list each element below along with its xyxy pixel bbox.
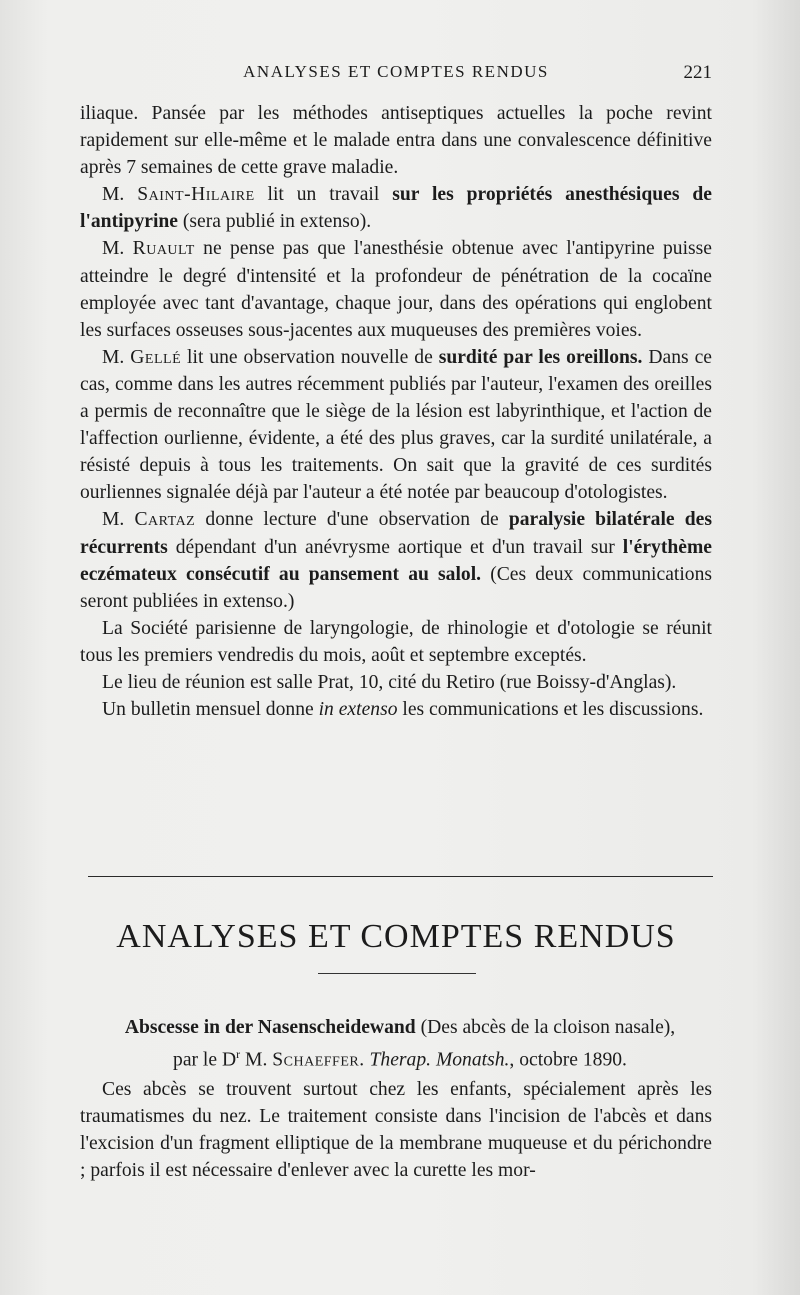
byline-superscript: r <box>236 1047 241 1061</box>
paragraph-text: Dans ce cas, comme dans les autres récemment publiés par l'auteur, l'examen des oreilles a permis de reconnaître que le siège de la lésion est labyrinthique, et l'action de l'affection ourlienne, évidente, a été des plus graves, car la surdité unilatérale, a résisté depuis à tous les traitements. On sait que la gravité de ces surdités ourliennes signalée déjà par l'auteur a été notée par beaucoup d'otologistes. <box>80 346 712 504</box>
page-header <box>80 62 712 86</box>
speaker-name: Gellé <box>130 346 182 368</box>
bold-topic: surdité par les oreillons. <box>438 346 643 368</box>
article-date: , octobre 1890. <box>509 1049 627 1071</box>
article-title-german: Abscesse in der Nasenscheidewand <box>124 1017 416 1038</box>
speaker-name: Saint-Hilaire <box>137 184 255 206</box>
title-underline <box>318 973 476 974</box>
speaker-prefix: M. <box>102 184 138 206</box>
speaker-name: Ruault <box>132 238 195 260</box>
section-title: ANALYSES ET COMPTES RENDUS <box>116 918 676 955</box>
paragraph-text: les communications et les discussions. <box>397 699 704 721</box>
paragraph-text: Un bulletin mensuel donne <box>102 699 319 721</box>
paragraph-bulletin <box>80 696 712 723</box>
paragraph-text: lit un travail <box>254 184 393 206</box>
paragraph-text: dépendant d'un anévrysme aortique et d'un travail sur <box>167 536 623 558</box>
paragraph-text: (sera publié in extenso). <box>177 211 372 233</box>
paragraph-text: lit une observation nouvelle de <box>181 346 439 368</box>
bold-topic: sur les propriétés anesthésiques de l'antipyrine <box>80 184 712 233</box>
paragraph-continuation: iliaque. Pansée par les méthodes antiseptiques actuelles la poche revint rapidement sur elle-même et le malade entra dans une convalescence définitive après 7 semaines de cette grave maladie. <box>80 103 712 179</box>
paragraph-saint-hilaire <box>80 181 712 235</box>
article-title <box>80 1014 720 1041</box>
running-title: ANALYSES ET COMPTES RENDUS <box>243 62 549 81</box>
bold-topic: l'érythème eczémateux consécutif au pansement au salol. <box>80 536 712 585</box>
paragraph-text: donne lecture d'une observation de <box>195 509 509 531</box>
bold-topic: paralysie bilatérale des récurrents <box>80 509 712 558</box>
speaker-prefix: M. <box>102 509 135 531</box>
italic-text: in extenso <box>318 699 398 721</box>
article-byline <box>80 1041 720 1074</box>
paragraph-ruault <box>80 235 712 343</box>
speaker-prefix: M. <box>102 346 131 368</box>
paragraph-societe: La Société parisienne de laryngologie, de rhinologie et d'otologie se réunit tous les premiers vendredis du mois, août et septembre exceptés. <box>80 617 712 666</box>
article-title-french: (Des abcès de la cloison nasale), <box>415 1017 676 1038</box>
article-abstract <box>80 1076 712 1184</box>
abstract-paragraph: Ces abcès se trouvent surtout chez les enfants, spécialement après les traumatismes du nez. Le traitement consiste dans l'incision de l'abcès et dans l'excision d'un fragment elliptique de la membrane muqueuse et du périchondre ; parfois il est nécessaire d'enlever avec la curette les mor- <box>80 1079 712 1182</box>
paragraph-cartaz <box>80 506 712 614</box>
paragraph-gelle <box>80 344 712 507</box>
speaker-name: Cartaz <box>134 509 196 531</box>
paragraph-text: ne pense pas que l'anesthésie obtenue avec l'antipyrine puisse atteindre le degré d'intensité et la profondeur de pénétration de la cocaïne employée avec tant d'avantage, chaque jour, dans des opérations qui englobent les surfaces osseuses sous-jacentes aux muqueuses des premières voies. <box>80 238 712 341</box>
speaker-prefix: M. <box>102 238 133 260</box>
paragraph-lieu: Le lieu de réunion est salle Prat, 10, cité du Retiro (rue Boissy-d'Anglas). <box>102 671 677 693</box>
paragraph-text: (Ces deux communications seront publiées in extenso.) <box>80 563 712 612</box>
article-heading <box>80 1014 720 1074</box>
article-author: Schaeffer. <box>272 1049 365 1071</box>
byline-text: par le D <box>173 1049 237 1071</box>
article-journal: Therap. Monatsh. <box>369 1049 510 1071</box>
body-text <box>80 100 712 723</box>
section-divider <box>88 876 713 877</box>
page-number: 221 <box>683 62 712 83</box>
byline-text: M. <box>240 1049 273 1071</box>
